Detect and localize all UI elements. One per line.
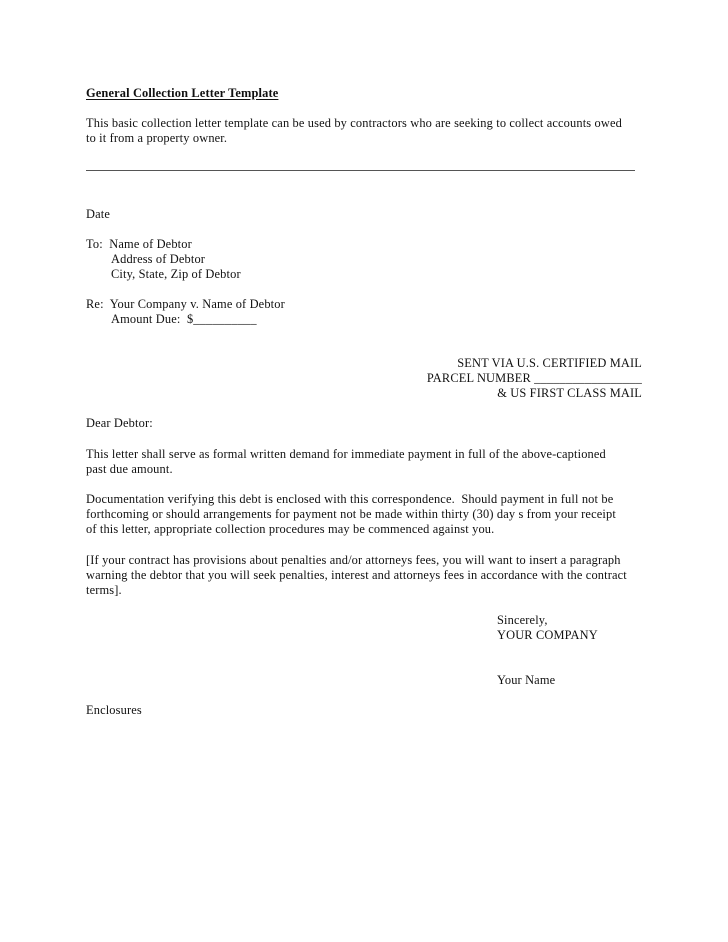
company-name: YOUR COMPANY <box>497 628 598 642</box>
salutation: Dear Debtor: <box>86 416 153 430</box>
parcel-number-line: PARCEL NUMBER _________________ <box>426 371 642 385</box>
re-line: Re: Your Company v. Name of Debtor <box>86 297 285 311</box>
closing: Sincerely, <box>497 613 548 627</box>
separator-line <box>86 170 635 171</box>
intro-line-1: This basic collection letter template can be used by contractors who are seeking to collect accounts owed <box>86 116 622 130</box>
certified-mail-line: SENT VIA U.S. CERTIFIED MAIL <box>457 356 642 370</box>
paragraph-1-line-1: This letter shall serve as formal written demand for immediate payment in full of the above-captioned <box>86 447 606 461</box>
paragraph-2-line-3: of this letter, appropriate collection procedures may be commenced against you. <box>86 522 495 536</box>
paragraph-3-line-3: terms]. <box>86 583 122 597</box>
paragraph-1-line-2: past due amount. <box>86 462 173 476</box>
signer-name: Your Name <box>497 673 556 687</box>
paragraph-3-line-1: [If your contract has provisions about penalties and/or attorneys fees, you will want to insert a paragraph <box>86 553 621 567</box>
to-debtor-address: Address of Debtor <box>111 252 206 266</box>
date-label: Date <box>86 207 110 221</box>
amount-due-line: Amount Due: $__________ <box>111 312 257 326</box>
paragraph-3-line-2: warning the debtor that you will seek penalties, interest and attorneys fees in accordance with the contract <box>86 568 627 582</box>
intro-line-2: to it from a property owner. <box>86 131 228 145</box>
to-debtor-city: City, State, Zip of Debtor <box>111 267 241 281</box>
paragraph-2-line-2: forthcoming or should arrangements for payment not be made within thirty (30) day s from your receipt <box>86 507 616 521</box>
document-title: General Collection Letter Template <box>86 86 279 100</box>
enclosures-label: Enclosures <box>86 703 142 717</box>
first-class-mail-line: & US FIRST CLASS MAIL <box>497 386 642 400</box>
paragraph-2-line-1: Documentation verifying this debt is enclosed with this correspondence. Should payment in full not be <box>86 492 614 506</box>
to-debtor-name: To: Name of Debtor <box>86 237 192 251</box>
